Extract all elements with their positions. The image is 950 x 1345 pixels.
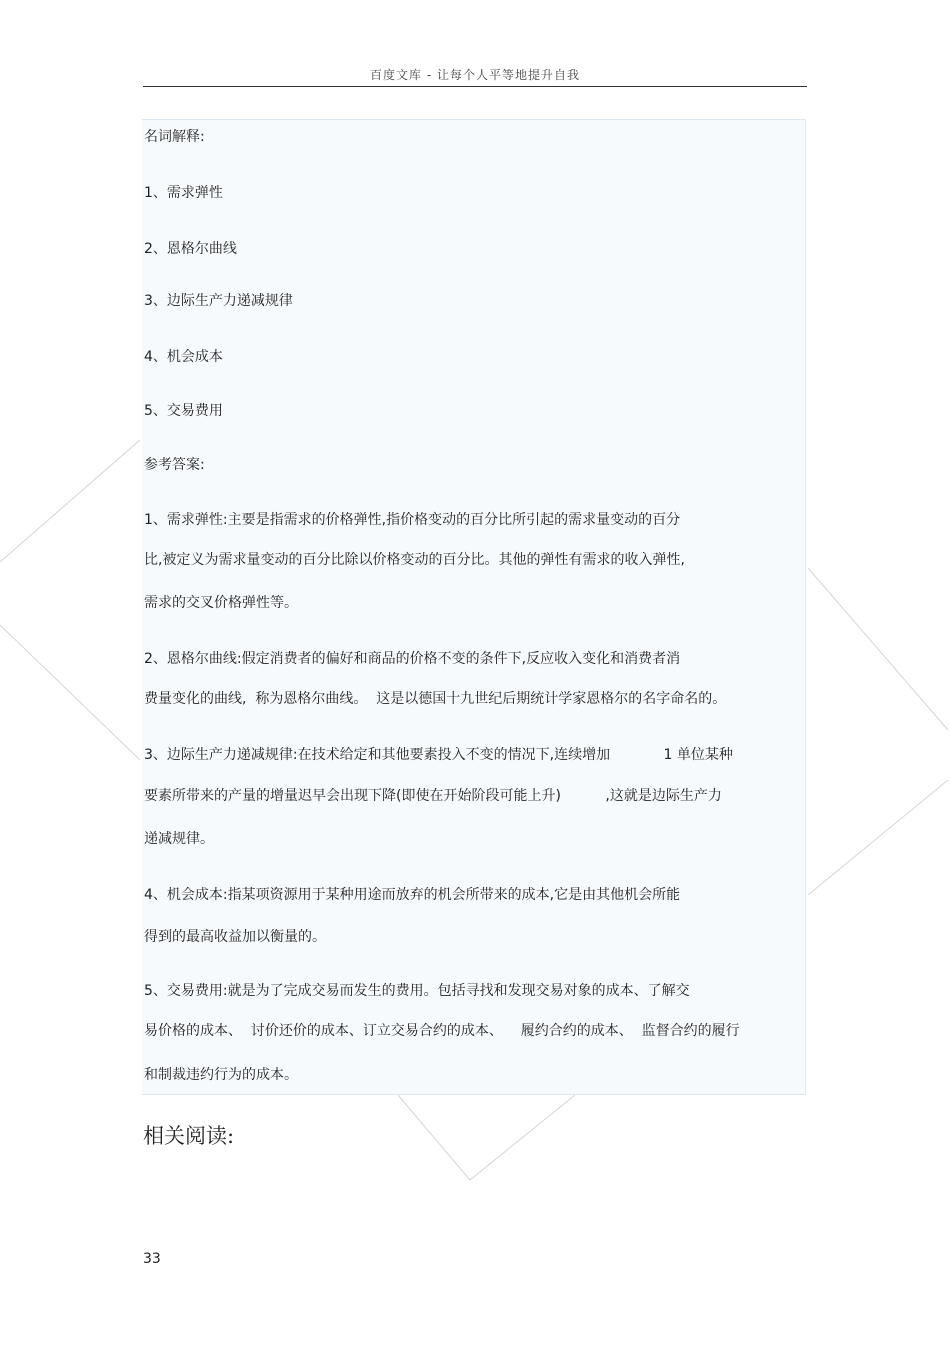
term-item: 3、边际生产力递减规律 bbox=[144, 293, 293, 309]
page-header: 百度文库 - 让每个人平等地提升自我 bbox=[370, 68, 580, 82]
answer-line: 1、需求弹性:主要是指需求的价格弹性,指价格变动的百分比所引起的需求量变动的百分 bbox=[144, 512, 681, 528]
answers-heading: 参考答案: bbox=[144, 457, 205, 473]
term-item: 2、恩格尔曲线 bbox=[144, 241, 237, 257]
answer-line: 要素所带来的产量的增量迟早会出现下降(即使在开始阶段可能上升) ,这就是边际生产力 bbox=[144, 788, 722, 804]
term-item: 1、需求弹性 bbox=[144, 185, 223, 201]
page-number: 33 bbox=[143, 1251, 161, 1267]
answer-line: 和制裁违约行为的成本。 bbox=[144, 1067, 298, 1083]
answer-line: 得到的最高收益加以衡量的。 bbox=[144, 929, 326, 945]
header-divider bbox=[143, 86, 807, 87]
answer-line: 易价格的成本、 讨价还价的成本、订立交易合约的成本、 履约合约的成本、 监督合约的履行 bbox=[144, 1023, 740, 1039]
answer-line: 4、机会成本:指某项资源用于某种用途而放弃的机会所带来的成本,它是由其他机会所能 bbox=[144, 887, 681, 903]
answer-line: 5、交易费用:就是为了完成交易而发生的费用。包括寻找和发现交易对象的成本、了解交 bbox=[144, 983, 690, 999]
answer-line: 比,被定义为需求量变动的百分比除以价格变动的百分比。其他的弹性有需求的收入弹性, bbox=[144, 552, 685, 568]
related-reading-heading: 相关阅读: bbox=[143, 1124, 235, 1148]
term-item: 4、机会成本 bbox=[144, 349, 223, 365]
answer-line: 递减规律。 bbox=[144, 831, 214, 847]
term-item: 5、交易费用 bbox=[144, 403, 223, 419]
terms-heading: 名词解释: bbox=[144, 129, 205, 145]
answer-line: 2、恩格尔曲线:假定消费者的偏好和商品的价格不变的条件下,反应收入变化和消费者消 bbox=[144, 651, 681, 667]
answer-line: 需求的交叉价格弹性等。 bbox=[144, 595, 298, 611]
answer-line: 3、边际生产力递减规律:在技术给定和其他要素投入不变的情况下,连续增加 1 单位某种 bbox=[144, 747, 733, 763]
answer-line: 费量变化的曲线, 称为恩格尔曲线。 这是以德国十九世纪后期统计学家恩格尔的名字命名的。 bbox=[144, 691, 727, 707]
